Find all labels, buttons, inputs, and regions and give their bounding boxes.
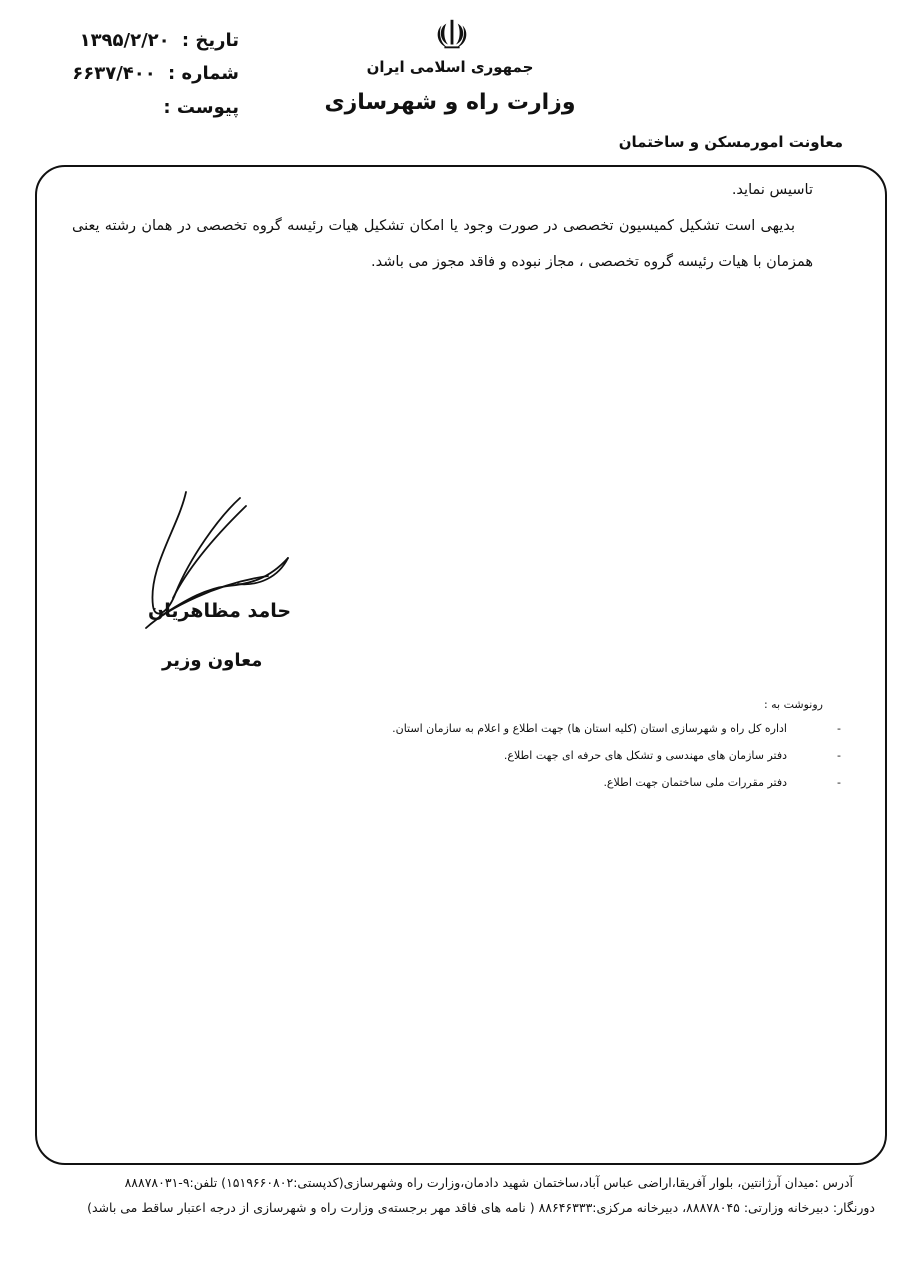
list-dash: - <box>837 722 841 735</box>
list-item <box>392 749 841 776</box>
number-value: ۶۶۳۷/۴۰۰ <box>72 63 156 84</box>
list-item <box>392 776 841 803</box>
cc-list <box>392 722 841 803</box>
number-field <box>39 63 239 84</box>
deputy-title: معاونت امورمسکن و ساختمان <box>618 133 843 151</box>
cc-item-text: اداره کل راه و شهرسازی استان (کلیه استان ها) جهت اطلاع و اعلام به سازمان استان. <box>392 722 787 735</box>
cc-label: رونوشت به : <box>763 698 823 711</box>
date-field <box>39 30 239 51</box>
republic-title: جمهوری اسلامی ایران <box>366 58 534 76</box>
letter-body <box>72 172 813 280</box>
body-paragraph: بدیهی است تشکیل کمیسیون تخصصی در صورت وجود یا امکان تشکیل هیات رئیسه گروه تخصصی در همان رشته یعنی همزمان با هیات رئیسه گروه تخصصی ، مجاز نبوده و فاقد مجوز می باشد. <box>72 218 813 270</box>
footer-fax: دورنگار: دبیرخانه وزارتی: ۸۸۸۷۸۰۴۵، دبیرخانه مرکزی:۸۸۶۴۶۳۳۳ ( نامه های فاقد مهر برجسته‌ی وزارت راه و شهرسازی از درجه اعتبار ساقط می باشد) <box>87 1200 875 1215</box>
attachment-label: پیوست : <box>163 97 239 118</box>
attachment-field <box>39 97 239 118</box>
signer-name: حامد مظاهریان <box>148 600 292 622</box>
date-label: تاریخ : <box>181 30 239 51</box>
signer-title: معاون وزیر <box>162 650 263 671</box>
list-dash: - <box>837 749 841 762</box>
footer-address: آدرس :میدان آرژانتین، بلوار آفریقا،اراضی عباس آباد،ساختمان شهید دادمان،وزارت راه وشهرسازی(کدپستی:۱۵۱۹۶۶۰۸۰۲) تلفن:۹-۸۸۸۷۸۰۳۱ <box>124 1175 853 1190</box>
iran-emblem-icon <box>433 16 471 54</box>
number-label: شماره : <box>168 63 239 84</box>
body-first-line: تاسیس نماید. <box>731 182 813 198</box>
cc-item-text: دفتر مقررات ملی ساختمان جهت اطلاع. <box>603 776 787 789</box>
ministry-title: وزارت راه و شهرسازی <box>324 90 576 115</box>
list-item <box>392 722 841 749</box>
date-value: ۱۳۹۵/۲/۲۰ <box>79 30 170 51</box>
cc-item-text: دفتر سازمان های مهندسی و تشکل های حرفه ای جهت اطلاع. <box>503 749 787 762</box>
list-dash: - <box>837 776 841 789</box>
